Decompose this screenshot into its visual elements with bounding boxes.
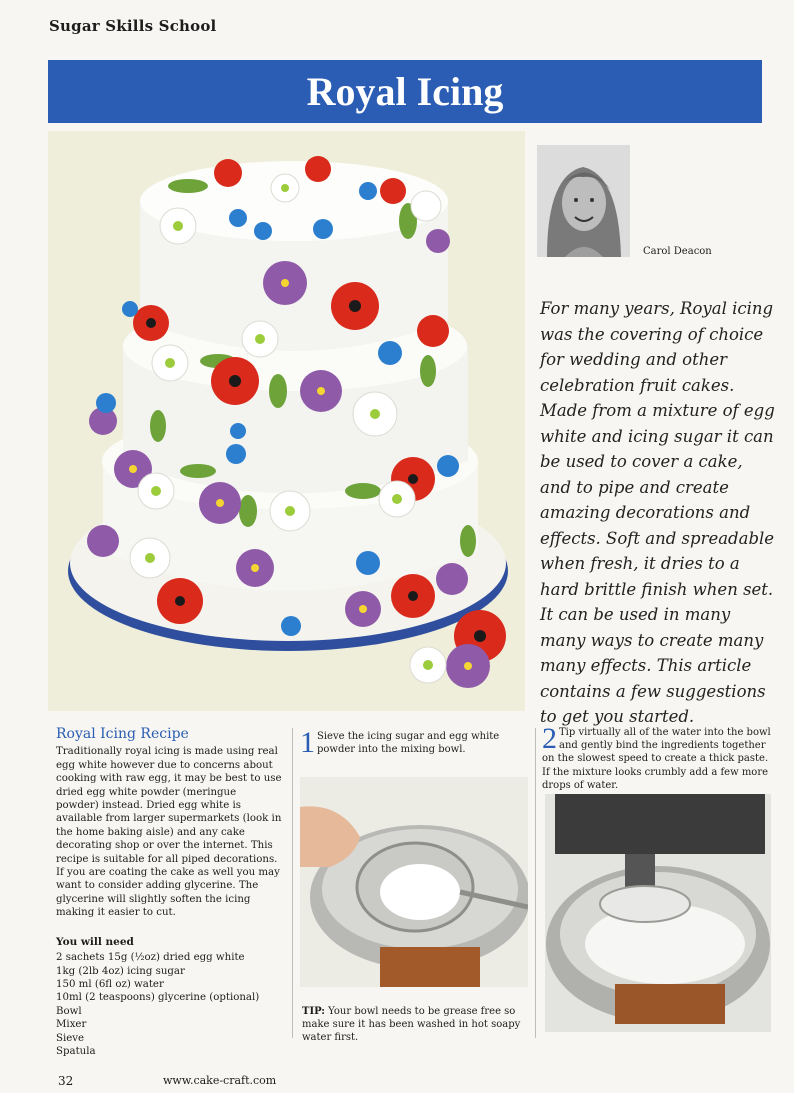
step-1 — [300, 726, 528, 759]
step-number: 1 — [300, 726, 315, 759]
column-divider — [292, 728, 293, 1038]
tip-text: Your bowl needs to be grease free so make sure it has been washed in hot soapy water first. — [302, 1006, 521, 1044]
page-title: Royal Icing — [48, 60, 762, 123]
step-text: Tip virtually all of the water into the bowl and gently bind the ingredients together on the slowest speed to create a thick paste. If the mixture looks crumbly add a few more drops of water. — [542, 727, 771, 791]
you-will-need-label: You will need — [56, 935, 134, 948]
list-item: 2 sachets 15g (½oz) dried egg white — [56, 952, 245, 964]
list-item: Sieve — [56, 1032, 85, 1044]
list-item: Spatula — [56, 1045, 96, 1057]
list-item: 150 ml (6fl oz) water — [56, 978, 164, 990]
list-item: Bowl — [56, 1005, 82, 1017]
list-item: 10ml (2 teaspoons) glycerine (optional) — [56, 992, 260, 1004]
ingredient-list — [56, 951, 282, 1058]
section-header: Sugar Skills School — [49, 17, 217, 35]
sieve-photo — [300, 777, 528, 987]
intro-paragraph: For many years, Royal icing was the covering of choice for wedding and other celebration fruit cakes. Made from a mixture of egg white and icing sugar it can be used to cover a cake, and to pipe and create amazing decorations and effects. Soft and spreadable when fresh, it dries to a hard brittle finish when set. It can be used in many many ways to create many many effects. This article contains a few suggestions to get you started. — [540, 299, 775, 726]
tip-label: TIP: — [302, 1006, 325, 1017]
recipe-heading: Royal Icing Recipe — [56, 726, 189, 742]
list-item: 1kg (2lb 4oz) icing sugar — [56, 965, 185, 977]
mixer-photo — [545, 794, 771, 1032]
step-text: Sieve the icing sugar and egg white powder into the mixing bowl. — [317, 731, 500, 756]
footer-url: www.cake-craft.com — [163, 1074, 277, 1087]
recipe-column — [56, 728, 282, 1058]
portrait-caption: Carol Deacon — [643, 246, 712, 257]
author-portrait — [537, 145, 630, 257]
list-item: Mixer — [56, 1019, 87, 1031]
cake-photo — [48, 131, 525, 711]
step-2 — [542, 722, 772, 792]
step-number: 2 — [542, 722, 557, 755]
page-number: 32 — [58, 1074, 74, 1088]
recipe-body: Traditionally royal icing is made using real egg white however due to concerns about cooking with raw egg, it may be best to use dried egg white powder (meringue powder) instead. Dried egg white is available from larger supermarkets (look in the home baking aisle) and any cake decorating shop or over the internet. This recipe is suitable for all piped decorations. If you are coating the cake as well you may want to consider adding glycerine. The glycerine will slightly soften the icing making it easier to cut. — [56, 746, 282, 919]
column-divider — [535, 728, 536, 1038]
tip-box — [302, 1005, 530, 1045]
